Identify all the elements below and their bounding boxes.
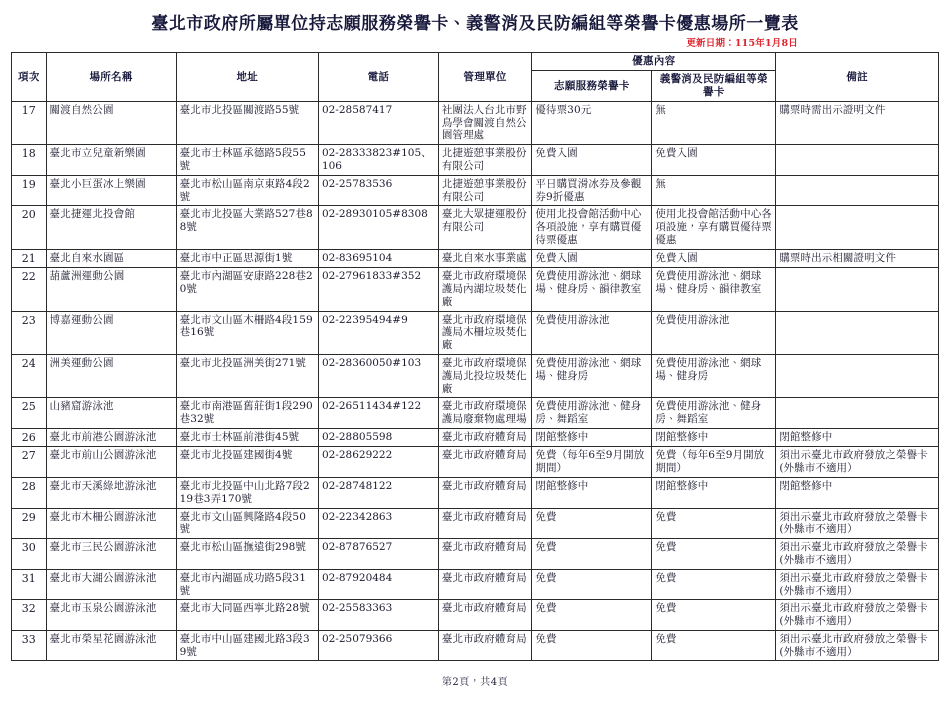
row-manager-unit: 臺北市政府體育局	[438, 539, 532, 570]
row-address: 臺北市士林區承德路5段55號	[176, 145, 318, 176]
row-remark: 購票時需出示證明文件	[776, 101, 939, 144]
row-address: 臺北市北投區洲美街271號	[176, 354, 318, 397]
row-manager-unit: 臺北市政府體育局	[438, 600, 532, 631]
row-benefit-civil: 閉館整修中	[652, 477, 776, 508]
row-benefit-volunteer: 閉館整修中	[532, 428, 652, 446]
row-address: 臺北市中山區建國北路3段39號	[176, 630, 318, 661]
row-phone: 02-28629222	[318, 447, 438, 478]
row-venue-name: 山豬窟游泳池	[46, 398, 176, 429]
row-phone: 02-87876527	[318, 539, 438, 570]
row-remark	[776, 145, 939, 176]
update-date-label: 更新日期：115年1月8日	[686, 38, 798, 49]
table-row	[12, 101, 939, 144]
row-manager-unit: 臺北市政府體育局	[438, 569, 532, 600]
row-benefit-volunteer: 免費	[532, 600, 652, 631]
row-benefit-civil: 免費使用游泳池、網球場、健身房、韻律教室	[652, 268, 776, 311]
header-phone: 電話	[318, 53, 438, 101]
table-row	[12, 508, 939, 539]
row-benefit-volunteer: 免費使用游泳池、網球場、健身房	[532, 354, 652, 397]
row-phone: 02-25583363	[318, 600, 438, 631]
table-row	[12, 175, 939, 206]
row-phone: 02-28748122	[318, 477, 438, 508]
table-row	[12, 447, 939, 478]
row-benefit-volunteer: 免費使用游泳池、健身房、舞蹈室	[532, 398, 652, 429]
row-benefit-volunteer: 閉館整修中	[532, 477, 652, 508]
row-address: 臺北市北投區關渡路55號	[176, 101, 318, 144]
row-venue-name: 臺北市三民公園游泳池	[46, 539, 176, 570]
row-venue-name: 臺北自來水園區	[46, 249, 176, 267]
row-address: 臺北市士林區前港街45號	[176, 428, 318, 446]
header-venue: 場所名稱	[46, 53, 176, 101]
row-index: 18	[12, 145, 47, 176]
row-benefit-civil: 無	[652, 101, 776, 144]
row-address: 臺北市松山區南京東路4段2號	[176, 175, 318, 206]
table-row	[12, 268, 939, 311]
row-benefit-volunteer: 使用北投會館活動中心各項設施，享有購買優待票優惠	[532, 206, 652, 249]
row-manager-unit: 臺北大眾捷運股份有限公司	[438, 206, 532, 249]
row-index: 26	[12, 428, 47, 446]
row-remark	[776, 268, 939, 311]
header-manager: 管理單位	[438, 53, 532, 101]
row-manager-unit: 臺北市政府環境保護局木柵垃圾焚化廠	[438, 311, 532, 354]
row-benefit-civil: 免費使用游泳池、健身房、舞蹈室	[652, 398, 776, 429]
row-address: 臺北市南港區舊莊街1段290巷32號	[176, 398, 318, 429]
row-benefit-civil: 使用北投會館活動中心各項設施，享有購買優待票優惠	[652, 206, 776, 249]
row-index: 24	[12, 354, 47, 397]
row-phone: 02-25079366	[318, 630, 438, 661]
row-manager-unit: 臺北市政府體育局	[438, 477, 532, 508]
row-benefit-civil: 免費入園	[652, 249, 776, 267]
row-remark: 閉館整修中	[776, 428, 939, 446]
table-row	[12, 539, 939, 570]
row-index: 20	[12, 206, 47, 249]
row-address: 臺北市北投區大業路527巷88號	[176, 206, 318, 249]
row-remark: 須出示臺北市政府發放之榮譽卡(外縣市不適用）	[776, 569, 939, 600]
row-index: 33	[12, 630, 47, 661]
table-row	[12, 428, 939, 446]
row-index: 28	[12, 477, 47, 508]
row-address: 臺北市北投區中山北路7段219巷3弄170號	[176, 477, 318, 508]
row-venue-name: 臺北捷運北投會館	[46, 206, 176, 249]
row-venue-name: 臺北市大湖公園游泳池	[46, 569, 176, 600]
table-body	[12, 101, 939, 661]
row-manager-unit: 臺北市政府環境保護局北投垃圾焚化廠	[438, 354, 532, 397]
row-venue-name: 臺北市木柵公園游泳池	[46, 508, 176, 539]
row-remark: 須出示臺北市政府發放之榮譽卡(外縣市不適用）	[776, 539, 939, 570]
row-remark: 須出示臺北市政府發放之榮譽卡(外縣市不適用）	[776, 508, 939, 539]
row-manager-unit: 臺北市政府體育局	[438, 447, 532, 478]
row-address: 臺北市北投區建國街4號	[176, 447, 318, 478]
row-remark	[776, 206, 939, 249]
row-remark: 須出示臺北市政府發放之榮譽卡(外縣市不適用）	[776, 447, 939, 478]
header-benefit-civil: 義警消及民防編組等榮譽卡	[652, 71, 776, 102]
row-venue-name: 臺北市前山公園游泳池	[46, 447, 176, 478]
table-row	[12, 145, 939, 176]
row-benefit-civil: 免費	[652, 569, 776, 600]
table-row	[12, 311, 939, 354]
header-remark: 備註	[776, 53, 939, 101]
header-benefits: 優惠內容	[532, 53, 776, 71]
row-benefit-civil: 閉館整修中	[652, 428, 776, 446]
row-manager-unit: 臺北市政府環境保護局內湖垃圾焚化廠	[438, 268, 532, 311]
row-manager-unit: 臺北市政府環境保護局廢棄物處理場	[438, 398, 532, 429]
row-benefit-civil: 免費	[652, 539, 776, 570]
row-benefit-volunteer: 免費	[532, 508, 652, 539]
row-manager-unit: 臺北自來水事業處	[438, 249, 532, 267]
row-venue-name: 洲美運動公園	[46, 354, 176, 397]
row-address: 臺北市中正區思源街1號	[176, 249, 318, 267]
row-phone: 02-22395494#9	[318, 311, 438, 354]
row-benefit-civil: 免費	[652, 630, 776, 661]
row-index: 19	[12, 175, 47, 206]
row-phone: 02-25783536	[318, 175, 438, 206]
row-index: 31	[12, 569, 47, 600]
row-address: 臺北市大同區西寧北路28號	[176, 600, 318, 631]
row-benefit-volunteer: 平日購買滑冰券及參觀券9折優惠	[532, 175, 652, 206]
row-phone: 02-83695104	[318, 249, 438, 267]
row-venue-name: 關渡自然公園	[46, 101, 176, 144]
row-benefit-civil: 免費	[652, 508, 776, 539]
header-index: 項次	[12, 53, 47, 101]
row-index: 23	[12, 311, 47, 354]
row-benefit-volunteer: 免費（每年6至9月開放期間）	[532, 447, 652, 478]
row-venue-name: 葫蘆洲運動公園	[46, 268, 176, 311]
row-index: 25	[12, 398, 47, 429]
row-venue-name: 臺北市玉泉公園游泳池	[46, 600, 176, 631]
row-index: 21	[12, 249, 47, 267]
page-title: 臺北市政府所屬單位持志願服務榮譽卡、義警消及民防編組等榮譽卡優惠場所一覽表	[151, 14, 799, 34]
row-address: 臺北市內湖區安康路228巷20號	[176, 268, 318, 311]
row-benefit-volunteer: 免費使用游泳池、網球場、健身房、韻律教室	[532, 268, 652, 311]
row-index: 27	[12, 447, 47, 478]
table-row	[12, 630, 939, 661]
row-venue-name: 臺北市立兒童新樂園	[46, 145, 176, 176]
row-remark: 須出示臺北市政府發放之榮譽卡(外縣市不適用）	[776, 630, 939, 661]
row-manager-unit: 臺北市政府體育局	[438, 630, 532, 661]
row-remark: 須出示臺北市政府發放之榮譽卡(外縣市不適用）	[776, 600, 939, 631]
row-phone: 02-28587417	[318, 101, 438, 144]
header-benefit-volunteer: 志願服務榮譽卡	[532, 71, 652, 102]
row-venue-name: 臺北市榮星花園游泳池	[46, 630, 176, 661]
row-benefit-volunteer: 免費	[532, 569, 652, 600]
row-remark: 閉館整修中	[776, 477, 939, 508]
row-remark	[776, 398, 939, 429]
table-row	[12, 600, 939, 631]
row-remark: 購票時出示相關證明文件	[776, 249, 939, 267]
row-venue-name: 臺北市前港公園游泳池	[46, 428, 176, 446]
table-row	[12, 249, 939, 267]
row-manager-unit: 北捷遊憩事業股份有限公司	[438, 145, 532, 176]
header-address: 地址	[176, 53, 318, 101]
row-address: 臺北市內湖區成功路5段31號	[176, 569, 318, 600]
row-index: 22	[12, 268, 47, 311]
row-venue-name: 博嘉運動公園	[46, 311, 176, 354]
row-remark	[776, 311, 939, 354]
benefits-table	[11, 52, 939, 661]
row-index: 29	[12, 508, 47, 539]
row-remark	[776, 175, 939, 206]
row-phone: 02-27961833#352	[318, 268, 438, 311]
row-address: 臺北市文山區興隆路4段50號	[176, 508, 318, 539]
row-phone: 02-28805598	[318, 428, 438, 446]
row-benefit-civil: 免費使用游泳池、網球場、健身房	[652, 354, 776, 397]
row-manager-unit: 臺北市政府體育局	[438, 508, 532, 539]
row-benefit-volunteer: 免費使用游泳池	[532, 311, 652, 354]
row-phone: 02-28333823#105、106	[318, 145, 438, 176]
row-index: 30	[12, 539, 47, 570]
row-manager-unit: 社團法人台北市野鳥學會關渡自然公園管理處	[438, 101, 532, 144]
row-benefit-civil: 免費使用游泳池	[652, 311, 776, 354]
row-manager-unit: 北捷遊憩事業股份有限公司	[438, 175, 532, 206]
row-phone: 02-28360050#103	[318, 354, 438, 397]
row-manager-unit: 臺北市政府體育局	[438, 428, 532, 446]
row-venue-name: 臺北小巨蛋冰上樂園	[46, 175, 176, 206]
row-benefit-civil: 無	[652, 175, 776, 206]
row-benefit-civil: 免費（每年6至9月開放期間）	[652, 447, 776, 478]
row-benefit-volunteer: 免費	[532, 630, 652, 661]
row-index: 17	[12, 101, 47, 144]
row-benefit-volunteer: 免費	[532, 539, 652, 570]
row-phone: 02-22342863	[318, 508, 438, 539]
row-benefit-volunteer: 免費入園	[532, 145, 652, 176]
row-phone: 02-28930105#8308	[318, 206, 438, 249]
page-footer: 第2頁，共4頁	[441, 677, 509, 688]
row-phone: 02-87920484	[318, 569, 438, 600]
table-row	[12, 398, 939, 429]
row-address: 臺北市文山區木柵路4段159巷16號	[176, 311, 318, 354]
row-benefit-civil: 免費	[652, 600, 776, 631]
table-header	[12, 53, 939, 101]
table-row	[12, 569, 939, 600]
row-benefit-civil: 免費入園	[652, 145, 776, 176]
table-row	[12, 206, 939, 249]
table-row	[12, 477, 939, 508]
row-phone: 02-26511434#122	[318, 398, 438, 429]
row-index: 32	[12, 600, 47, 631]
row-benefit-volunteer: 優待票30元	[532, 101, 652, 144]
table-row	[12, 354, 939, 397]
row-benefit-volunteer: 免費入園	[532, 249, 652, 267]
row-address: 臺北市松山區撫遠街298號	[176, 539, 318, 570]
row-venue-name: 臺北市天溪綠地游泳池	[46, 477, 176, 508]
row-remark	[776, 354, 939, 397]
